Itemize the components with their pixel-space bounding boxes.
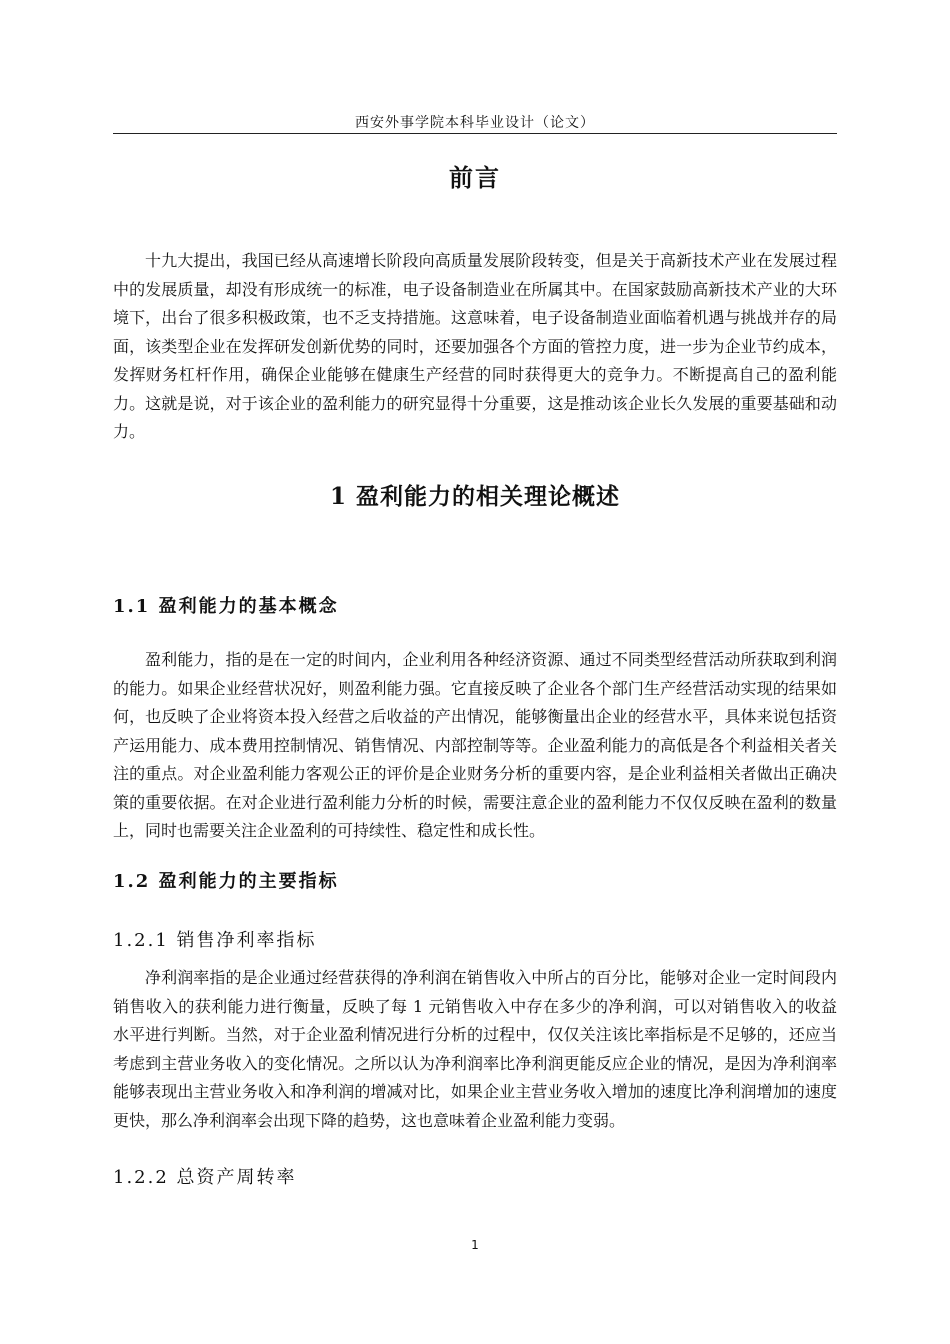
chapter-1-title: 1 盈利能力的相关理论概述 [329,483,620,510]
section-1-2-1-heading: 1.2.1 销售净利率指标 [113,930,317,951]
header-divider [113,133,837,134]
section-1-2-1-paragraph: 净利润率指的是企业通过经营获得的净利润在销售收入中所占的百分比，能够对企业一定时间段内销售收入的获利能力进行衡量，反映了每 1 元销售收入中存在多少的净利润，可以对销售收入的收益水平进行判断。当然，对于企业盈利情况进行分析的过程中，仅仅关注该比率指标是不足够的，还应当考虑到主营业务收入的变化情况。之所以认为净利润率比净利润更能反应企业的情况，是因为净利润率能够表现出主营业务收入和净利润的增减对比，如果企业主营业务收入增加的速度比净利润增加的速度更快，那么净利润率会出现下降的趋势，这也意味着企业盈利能力变弱。 [113,968,837,1130]
section-1-1-heading: 1.1 盈利能力的基本概念 [113,596,339,617]
preface-title: 前言 [449,163,501,192]
preface-paragraph: 十九大提出，我国已经从高速增长阶段向高质量发展阶段转变，但是关于高新技术产业在发展过程中的发展质量，却没有形成统一的标准，电子设备制造业在所属其中。在国家鼓励高新技术产业的大环境下，出台了很多积极政策，也不乏支持措施。这意味着，电子设备制造业面临着机遇与挑战并存的局面，该类型企业在发挥研发创新优势的同时，还要加强各个方面的管控力度，进一步为企业节约成本，发挥财务杠杆作用，确保企业能够在健康生产经营的同时获得更大的竞争力。不断提高自己的盈利能力。这就是说，对于该企业的盈利能力的研究显得十分重要，这是推动该企业长久发展的重要基础和动力。 [113,251,837,441]
section-1-2-heading: 1.2 盈利能力的主要指标 [113,871,339,892]
section-1-2-2-heading: 1.2.2 总资产周转率 [113,1167,297,1188]
running-header: 西安外事学院本科毕业设计（论文） [355,115,595,131]
section-1-1-paragraph: 盈利能力，指的是在一定的时间内，企业利用各种经济资源、通过不同类型经营活动所获取到利润的能力。如果企业经营状况好，则盈利能力强。它直接反映了企业各个部门生产经营活动实现的结果如何，也反映了企业将资本投入经营之后收益的产出情况，能够衡量出企业的经营水平，具体来说包括资产运用能力、成本费用控制情况、销售情况、内部控制等等。企业盈利能力的高低是各个利益相关者关注的重点。对企业盈利能力客观公正的评价是企业财务分析的重要内容，是企业利益相关者做出正确决策的重要依据。在对企业进行盈利能力分析的时候，需要注意企业的盈利能力不仅仅反映在盈利的数量上，同时也需要关注企业盈利的可持续性、稳定性和成长性。 [113,650,837,840]
page-number: 1 [471,1238,479,1252]
